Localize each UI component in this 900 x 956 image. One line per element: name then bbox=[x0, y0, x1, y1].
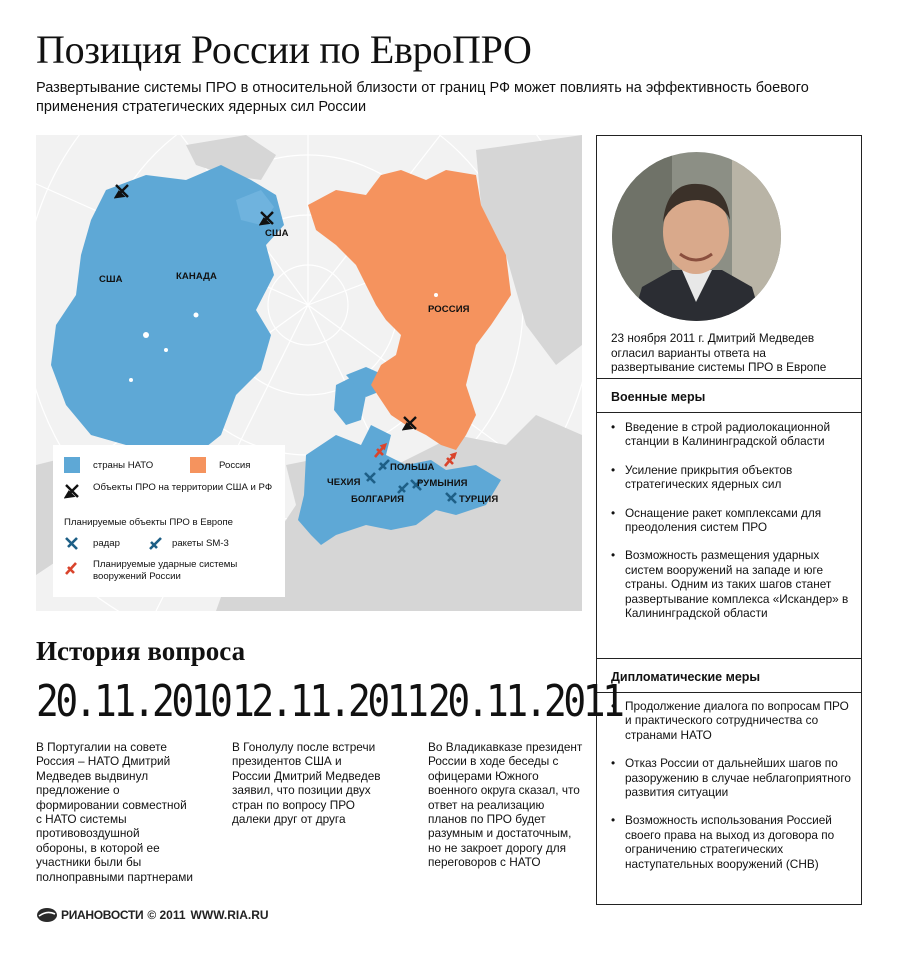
label-romania: РУМЫНИЯ bbox=[417, 478, 468, 489]
label-canada: КАНАДА bbox=[176, 271, 217, 282]
label-russia: РОССИЯ bbox=[428, 304, 470, 315]
sm3-missile-icon bbox=[148, 536, 163, 551]
romania-sm3-icon bbox=[396, 481, 410, 495]
usa-base-icon bbox=[259, 210, 275, 228]
history-date: 20.11.2010 bbox=[36, 676, 230, 727]
footer-copyright: © 2011 bbox=[147, 908, 186, 922]
footer-site-link[interactable]: WWW.RIA.RU bbox=[190, 908, 269, 922]
divider bbox=[597, 412, 861, 413]
portrait-photo-icon bbox=[612, 152, 781, 321]
strike-system-icon-south bbox=[443, 452, 457, 468]
history-text: Во Владикавказе президент России в ходе беседы с офицерами Южного военного округа сказал, что ответ на реализацию планов по ПРО будет разумным и достаточным, но не закроет дорогу для переговоров с НАТО bbox=[428, 740, 583, 870]
history-text: В Гонолулу после встречи президентов США и России Дмитрий Медведев заявил, что позиции двух стран по вопросу ПРО далеки друг от друга bbox=[232, 740, 381, 827]
strike-weapon-icon bbox=[64, 561, 79, 576]
legend-planned-header: Планируемые объекты ПРО в Европе bbox=[64, 517, 234, 528]
diplomatic-list bbox=[611, 699, 853, 885]
label-usa-base: США bbox=[265, 228, 289, 239]
footer-brand: РИАНОВОСТИ bbox=[61, 908, 144, 922]
list-item: • Отказ России от дальнейших шагов по разоружению в случае неблагоприятного развития ситуации bbox=[611, 756, 853, 799]
footer bbox=[36, 905, 269, 925]
czech-radar-icon bbox=[363, 471, 377, 485]
legend-sm3: ракеты SM-3 bbox=[172, 538, 229, 549]
ria-logo-icon bbox=[36, 907, 58, 923]
history-text: В Португалии на совете Россия – НАТО Дмитрий Медведев выдвинул предложение о формировании совместной с НАТО системы противовоздушной обороны, в которой ее участники были бы полноправными партнерами bbox=[36, 740, 193, 884]
label-usa: США bbox=[99, 274, 123, 285]
russia-base-icon bbox=[402, 415, 418, 433]
list-item: • Оснащение ракет комплексами для преодоления систем ПРО bbox=[611, 506, 853, 535]
label-czech: ЧЕХИЯ bbox=[327, 477, 361, 488]
list-item: • Введение в строй радиолокационной станции в Калининградской области bbox=[611, 420, 853, 449]
list-item: • Возможность размещения ударных систем вооружений на западе и юге страны. Одним из таких шагов станет развертывание комплекса «Искандер» в Калининградской области bbox=[611, 548, 853, 620]
military-title: Военные меры bbox=[611, 390, 706, 404]
list-item: • Возможность использования Россией своего права на выход из договора по ограничению стратегических наступательных вооружений (СНВ) bbox=[611, 813, 853, 871]
legend-radar: радар bbox=[93, 538, 120, 549]
radar-icon bbox=[64, 536, 79, 551]
legend-strike: Планируемые ударные системы вооружений России bbox=[93, 559, 238, 582]
label-turkey: ТУРЦИЯ bbox=[459, 494, 499, 505]
diplomatic-title: Дипломатические меры bbox=[611, 670, 761, 684]
military-list bbox=[611, 420, 853, 634]
page-subtitle: Развертывание системы ПРО в относительной близости от границ РФ может повлиять на эффективность боевого применения стратегических ядерных сил России bbox=[36, 80, 809, 115]
nato-swatch bbox=[64, 457, 80, 473]
divider bbox=[597, 378, 861, 379]
missile-defense-icon bbox=[64, 483, 80, 499]
divider bbox=[597, 692, 861, 693]
list-item: • Продолжение диалога по вопросам ПРО и практического сотрудничества со странами НАТО bbox=[611, 699, 853, 742]
history-date: 20.11.2011 bbox=[428, 676, 622, 727]
nato-north-america bbox=[51, 165, 284, 455]
label-poland: ПОЛЬША bbox=[390, 462, 435, 473]
page-title: Позиция России по ЕвроПРО bbox=[36, 27, 532, 72]
history-date: 12.11.2011 bbox=[232, 676, 426, 727]
divider bbox=[597, 658, 861, 659]
legend-existing: Объекты ПРО на территории США и РФ bbox=[93, 482, 273, 493]
map-legend bbox=[53, 445, 285, 597]
list-item: • Усиление прикрытия объектов стратегических ядерных сил bbox=[611, 463, 853, 492]
history-title: История вопроса bbox=[36, 636, 246, 666]
strike-system-icon bbox=[373, 443, 387, 459]
legend-nato: страны НАТО bbox=[93, 460, 154, 471]
russia-swatch bbox=[190, 457, 206, 473]
poland-sm3-icon bbox=[377, 458, 391, 472]
panel-caption: 23 ноября 2011 г. Дмитрий Медведев огласил варианты ответа на развертывание системы ПРО в Европе bbox=[611, 331, 827, 374]
usa-missile-defense-icon bbox=[114, 183, 130, 201]
legend-russia: Россия bbox=[219, 460, 251, 471]
label-bulgaria: БОЛГАРИЯ bbox=[351, 494, 405, 505]
response-panel bbox=[596, 135, 862, 905]
turkey-radar-icon bbox=[444, 491, 458, 505]
